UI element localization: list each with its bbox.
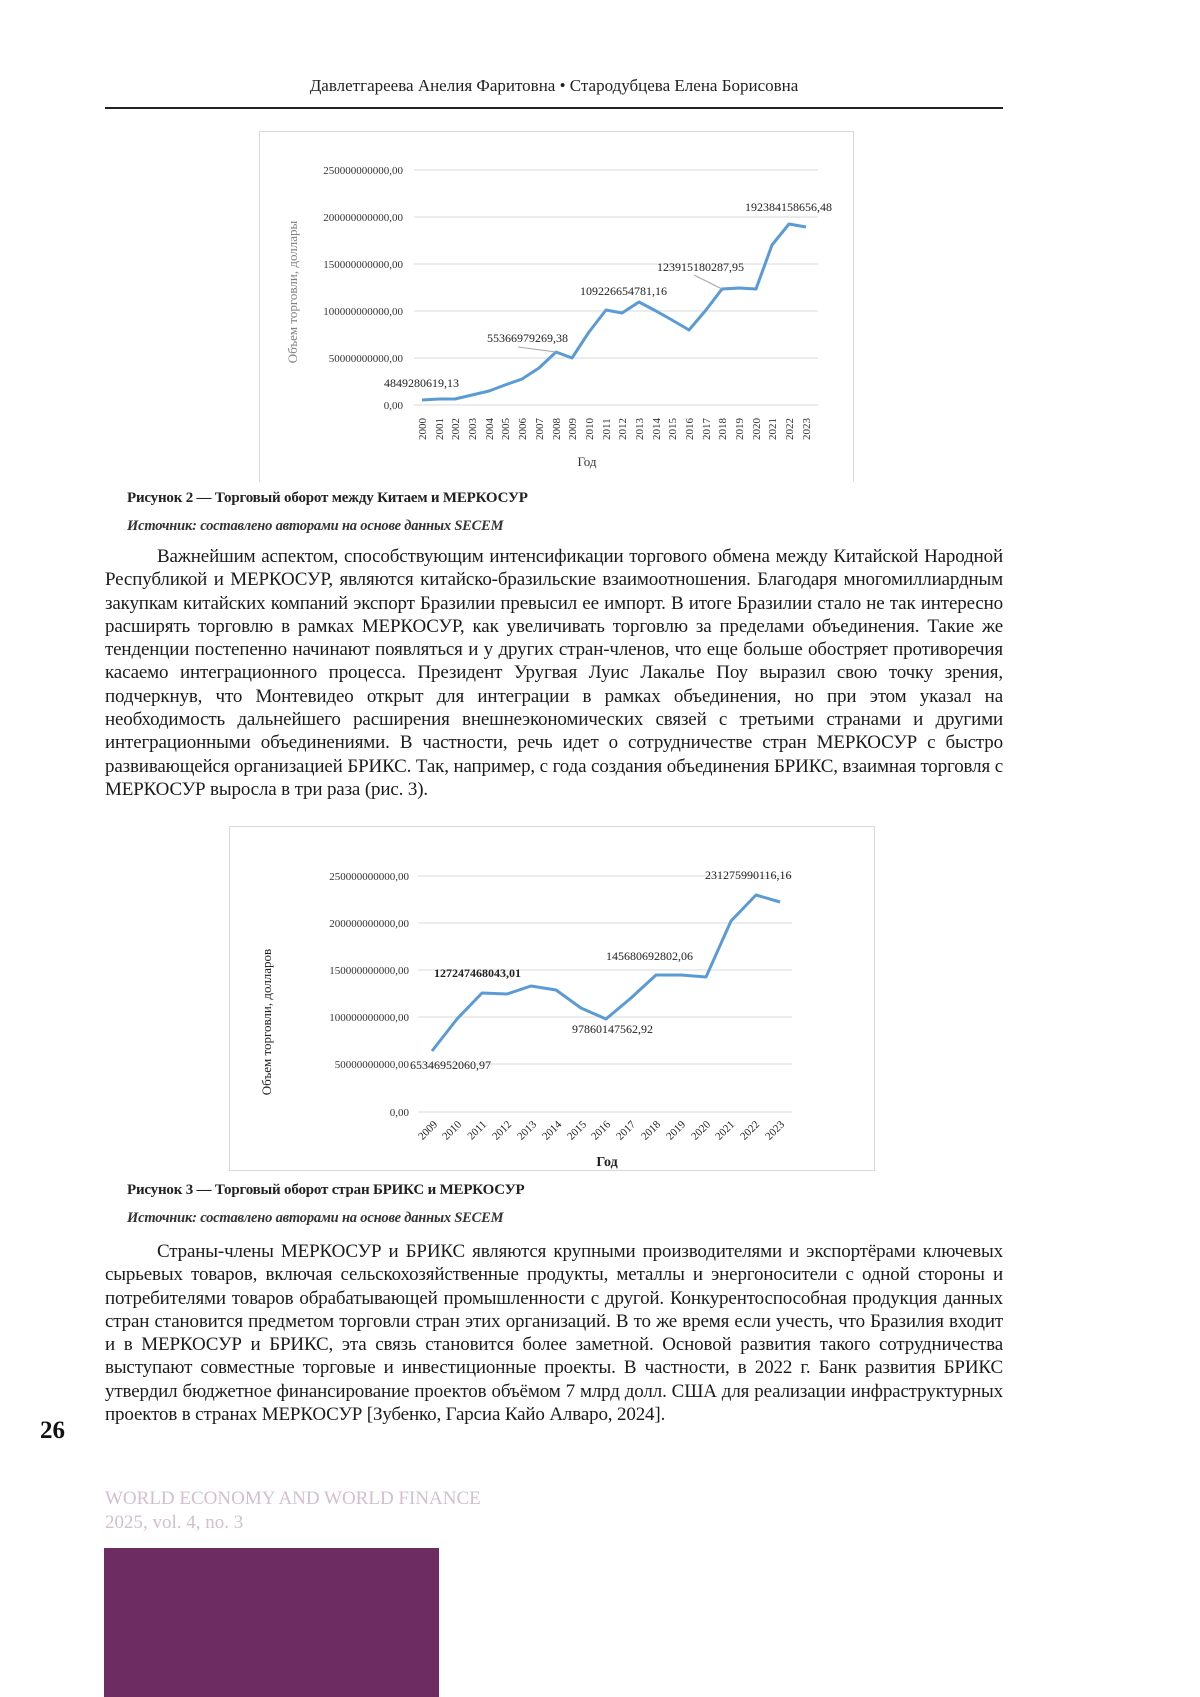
figure-2-data-labels bbox=[384, 200, 832, 390]
svg-text:97860147562,92: 97860147562,92 bbox=[572, 1022, 653, 1036]
svg-text:2021: 2021 bbox=[713, 1118, 738, 1143]
footer-accent-bar bbox=[104, 1548, 439, 1697]
figure-3-gridlines bbox=[418, 876, 792, 1112]
svg-text:2018: 2018 bbox=[717, 418, 729, 440]
svg-text:2023: 2023 bbox=[801, 418, 813, 440]
svg-text:2002: 2002 bbox=[450, 418, 462, 440]
svg-text:2016: 2016 bbox=[589, 1118, 614, 1143]
svg-text:2006: 2006 bbox=[517, 418, 529, 440]
svg-text:65346952060,97: 65346952060,97 bbox=[410, 1058, 491, 1072]
svg-text:123915180287,95: 123915180287,95 bbox=[657, 260, 744, 274]
figure-3-caption: Рисунок 3 — Торговый оборот стран БРИКС и МЕРКОСУР bbox=[127, 1182, 525, 1198]
svg-text:2020: 2020 bbox=[689, 1118, 714, 1143]
figure-2-x-ticks bbox=[417, 418, 813, 441]
figure-2-caption: Рисунок 2 — Торговый оборот между Китаем и МЕРКОСУР bbox=[127, 490, 528, 506]
svg-text:2011: 2011 bbox=[465, 1118, 490, 1143]
svg-text:2017: 2017 bbox=[701, 418, 713, 440]
svg-text:231275990116,16: 231275990116,16 bbox=[705, 868, 792, 882]
svg-text:2017: 2017 bbox=[614, 1118, 639, 1143]
journal-info bbox=[105, 1487, 481, 1535]
svg-text:2015: 2015 bbox=[565, 1118, 590, 1143]
svg-text:55366979269,38: 55366979269,38 bbox=[487, 331, 568, 345]
svg-text:145680692802,06: 145680692802,06 bbox=[606, 949, 693, 963]
svg-text:2018: 2018 bbox=[639, 1118, 664, 1143]
figure-3-x-ticks bbox=[416, 1118, 787, 1142]
svg-text:2023: 2023 bbox=[763, 1118, 788, 1143]
svg-text:2000: 2000 bbox=[417, 418, 429, 440]
figure-2-y-ticks bbox=[323, 165, 403, 412]
svg-text:50000000000,00: 50000000000,00 bbox=[328, 353, 403, 365]
svg-text:150000000000,00: 150000000000,00 bbox=[323, 259, 403, 271]
svg-text:100000000000,00: 100000000000,00 bbox=[323, 306, 403, 318]
svg-text:2014: 2014 bbox=[651, 418, 663, 440]
svg-text:2020: 2020 bbox=[751, 418, 763, 440]
svg-text:2008: 2008 bbox=[551, 418, 563, 440]
svg-text:2021: 2021 bbox=[767, 418, 779, 440]
figure-3-y-axis-label: Объем торговли, долларов bbox=[259, 948, 274, 1096]
svg-text:2007: 2007 bbox=[534, 418, 546, 440]
svg-text:100000000000,00: 100000000000,00 bbox=[329, 1012, 409, 1024]
svg-text:2004: 2004 bbox=[484, 418, 496, 440]
svg-text:200000000000,00: 200000000000,00 bbox=[323, 212, 403, 224]
svg-text:2001: 2001 bbox=[434, 418, 446, 440]
body-paragraph-2: Страны-члены МЕРКОСУР и БРИКС являются крупными производителями и экспортёрами ключевых сырьевых товаров, включая сельскохозяйственные продукты, металлы и энергоносители с одной стороны и потребителями товаров обрабатывающей промышленности с другой. Конкурентоспособная продукция данных стран становится предметом торговли стран этих организаций. В то же время если учесть, что Бразилия входит и в МЕРКОСУР и БРИКС, эта связь становится более заметной. Основой развития такого сотрудничества выступают совместные торговые и инвестиционные проекты. В частности, в 2022 г. Банк развития БРИКС утвердил бюджетное финансирование проектов объёмом 7 млрд долл. США для реализации инфраструктурных проектов в странах МЕРКОСУР [Зубенко, Гарсиа Кайо Алваро, 2024]. bbox=[105, 1241, 1003, 1426]
journal-issue: 2025, vol. 4, no. 3 bbox=[105, 1512, 244, 1533]
svg-text:0,00: 0,00 bbox=[389, 1107, 409, 1119]
svg-text:2019: 2019 bbox=[664, 1118, 689, 1143]
journal-name: WORLD ECONOMY AND WORLD FINANCE bbox=[105, 1488, 481, 1509]
figure-2-x-axis-label: Год bbox=[577, 454, 597, 469]
figure-2-series-line bbox=[422, 224, 806, 400]
svg-text:2015: 2015 bbox=[667, 418, 679, 440]
svg-text:109226654781,16: 109226654781,16 bbox=[580, 284, 667, 298]
svg-text:2009: 2009 bbox=[567, 418, 579, 440]
svg-text:2013: 2013 bbox=[634, 418, 646, 440]
body-paragraph-1: Важнейшим аспектом, способствующим интенсификации торгового обмена между Китайской Народной Республикой и МЕРКОСУР, являются китайско-бразильские взаимоотношения. Благодаря многомиллиардным закупкам китайских компаний экспорт Бразилии превысил ее импорт. В итоге Бразилии стало не так интересно расширять торговлю в рамках МЕРКОСУР, как увеличивать торговлю за пределами объединения. Такие же тенденции постепенно начинают появляться и у других стран-членов, что еще больше обостряет противоречия касаемо интеграционного процесса. Президент Уругвая Луис Лакалье Поу выразил свою точку зрения, подчеркнув, что Монтевидео открыт для интеграции в рамках объединения, но при этом указал на необходимость дальнейшего расширения внешнеэкономических связей с третьими странами и другими интеграционными объединениями. В частности, речь идет о сотрудничестве стран МЕРКОСУР с быстро развивающейся организацией БРИКС. Так, например, с года создания объединения БРИКС, взаимная торговля с МЕРКОСУР выросла в три раза (рис. 3). bbox=[105, 546, 1003, 800]
svg-text:2022: 2022 bbox=[784, 418, 796, 440]
svg-text:2010: 2010 bbox=[440, 1118, 465, 1143]
svg-text:250000000000,00: 250000000000,00 bbox=[329, 871, 409, 883]
svg-text:2003: 2003 bbox=[467, 418, 479, 440]
svg-text:2019: 2019 bbox=[734, 418, 746, 440]
svg-text:4849280619,13: 4849280619,13 bbox=[384, 376, 459, 390]
svg-text:2016: 2016 bbox=[684, 418, 696, 440]
page-number: 26 bbox=[40, 1417, 65, 1444]
svg-text:2012: 2012 bbox=[490, 1118, 515, 1143]
svg-text:2022: 2022 bbox=[738, 1118, 763, 1143]
svg-text:0,00: 0,00 bbox=[383, 400, 403, 412]
figure-2-source: Источник: составлено авторами на основе данных SECEM bbox=[127, 518, 504, 534]
svg-text:2009: 2009 bbox=[416, 1118, 441, 1143]
figure-3-x-axis-label: Год bbox=[596, 1155, 618, 1170]
svg-text:200000000000,00: 200000000000,00 bbox=[329, 918, 409, 930]
svg-text:2010: 2010 bbox=[584, 418, 596, 440]
svg-text:2011: 2011 bbox=[601, 418, 613, 440]
svg-text:2013: 2013 bbox=[515, 1118, 540, 1143]
svg-text:250000000000,00: 250000000000,00 bbox=[323, 165, 403, 177]
svg-text:2014: 2014 bbox=[540, 1118, 565, 1143]
figure-3-y-ticks bbox=[329, 871, 409, 1119]
figure-3-source: Источник: составлено авторами на основе данных SECEM bbox=[127, 1210, 504, 1226]
svg-text:50000000000,00: 50000000000,00 bbox=[334, 1059, 409, 1071]
figure-3-chart bbox=[0, 820, 1200, 1180]
running-head: Давлетгареева Анелия Фаритовна • Стародубцева Елена Борисовна bbox=[309, 76, 799, 95]
svg-text:150000000000,00: 150000000000,00 bbox=[329, 965, 409, 977]
figure-2-chart bbox=[0, 0, 1200, 500]
svg-text:127247468043,01: 127247468043,01 bbox=[434, 966, 521, 980]
svg-text:2005: 2005 bbox=[500, 418, 512, 440]
figure-2-y-axis-label: Объем торговли, доллары bbox=[285, 220, 300, 364]
svg-text:2012: 2012 bbox=[617, 418, 629, 440]
svg-text:192384158656,48: 192384158656,48 bbox=[745, 200, 832, 214]
